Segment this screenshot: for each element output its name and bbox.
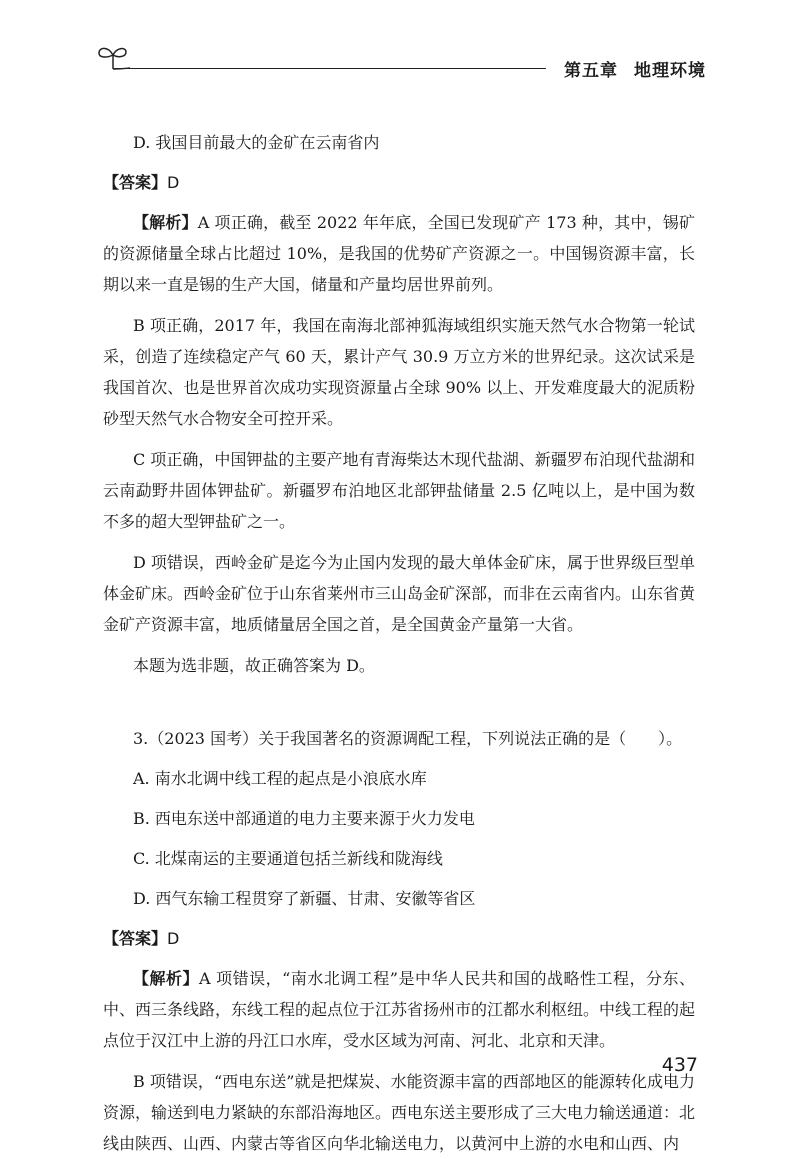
q3-option-d: D. 西气东输工程贯穿了新疆、甘肃、安徽等省区	[133, 889, 476, 908]
q3-option-b: B. 西电东送中部通道的电力主要来源于火力发电	[133, 809, 475, 828]
answer-value: D	[167, 929, 180, 948]
analysis-tag: 【解析】	[133, 969, 199, 988]
q3-analysis-a	[103, 963, 695, 1056]
q2-analysis-a	[103, 207, 695, 300]
chapter-title: 地理环境	[634, 61, 706, 81]
q3-option-a: A. 南水北调中线工程的起点是小浪底水库	[133, 769, 427, 788]
page-body	[103, 127, 695, 1159]
analysis-text: A 项错误，“南水北调工程”是中华人民共和国的战略性工程，分东、中、西三条线路，东线工程的起点位于江苏省扬州市的江都水利枢纽。中线工程的起点位于汉江中上游的丹江口水库，受水区域为河南、河北、北京和天津。	[103, 969, 696, 1050]
q2-conclusion: 本题为选非题，故正确答案为 D。	[133, 656, 375, 675]
header-rule	[114, 68, 546, 69]
analysis-text: A 项正确，截至 2022 年年底，全国已发现矿产 173 种，其中，锡矿的资源储量全球占比超过 10%，是我国的优势矿产资源之一。中国锡资源丰富，长期以来一直是锡的生产大国，储量和产量均居世界前列。	[103, 213, 695, 294]
page-number: 437	[661, 1054, 698, 1076]
chapter-number: 第五章	[564, 61, 618, 81]
chapter-heading	[564, 56, 706, 81]
answer-tag: 【答案】	[103, 929, 168, 948]
q2-analysis-c: C 项正确，中国钾盐的主要产地有青海柴达木现代盐湖、新疆罗布泊现代盐湖和云南勐野井固体钾盐矿。新疆罗布泊地区北部钾盐储量 2.5 亿吨以上，是中国为数不多的超大型钾盐矿之一。	[103, 450, 695, 531]
q2-answer	[103, 167, 695, 198]
q2-analysis-d: D 项错误，西岭金矿是迄今为止国内发现的最大单体金矿床，属于世界级巨型单体金矿床。西岭金矿位于山东省莱州市三山岛金矿深部，而非在云南省内。山东省黄金矿产资源丰富，地质储量居全国之首，是全国黄金产量第一大省。	[103, 553, 696, 634]
q2-analysis-b: B 项正确，2017 年，我国在南海北部神狐海域组织实施天然气水合物第一轮试采，创造了连续稳定产气 60 天，累计产气 30.9 万立方米的世界纪录。这次试采是我国首次、也是世界首次成功实现资源量占全球 90% 以上、开发难度最大的泥质粉砂型天然气水合物安全可控开采。	[103, 316, 695, 428]
q3-stem: 3.（2023 国考）关于我国著名的资源调配工程，下列说法正确的是（ ）。	[133, 729, 683, 748]
running-header	[96, 42, 706, 82]
q3-option-c: C. 北煤南运的主要通道包括兰新线和陇海线	[133, 849, 443, 868]
analysis-tag: 【解析】	[133, 213, 198, 232]
q3-analysis-b: B 项错误，“西电东送”就是把煤炭、水能资源丰富的西部地区的能源转化成电力资源，输送到电力紧缺的东部沿海地区。西电东送主要形成了三大电力输送通道：北线由陕西、山西、内蒙古等省区向华北输送电力，以黄河中上游的水电和山西、内	[103, 1072, 696, 1153]
answer-tag: 【答案】	[103, 173, 168, 192]
q3-answer	[103, 923, 695, 954]
q2-option-d: D. 我国目前最大的金矿在云南省内	[133, 133, 380, 152]
answer-value: D	[167, 173, 180, 192]
